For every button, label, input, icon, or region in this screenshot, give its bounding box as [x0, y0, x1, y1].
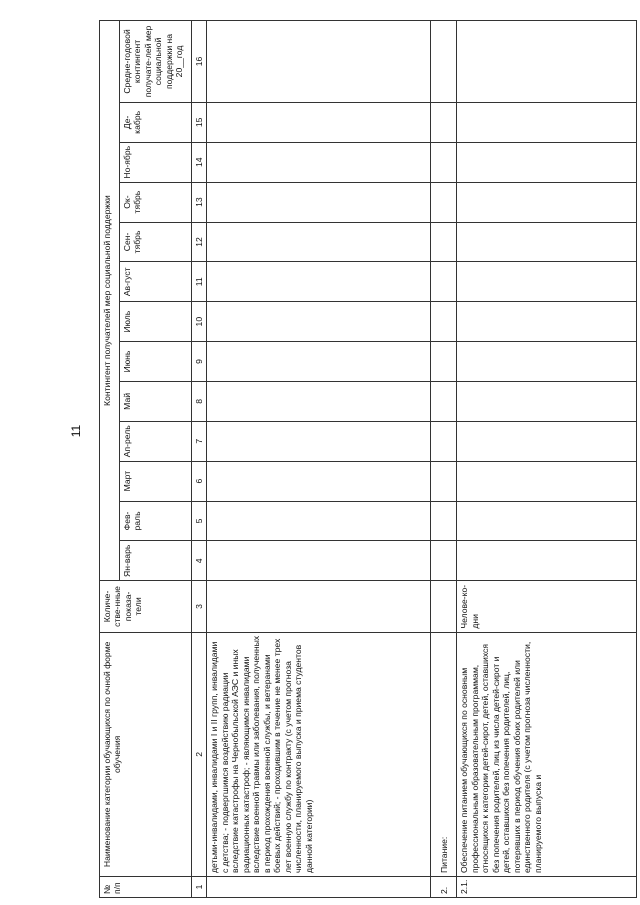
row-num: 2. [431, 877, 457, 898]
header-month-sep: Сен-тябрь [120, 222, 192, 262]
column-number: 7 [192, 421, 207, 461]
row-unit [431, 581, 457, 632]
column-number: 9 [192, 342, 207, 382]
column-number: 12 [192, 222, 207, 262]
header-average: Средне-годовой контингент получате-лей мер социальной поддержки на 20__год [120, 21, 192, 103]
table-row [207, 21, 431, 898]
header-month-mar: Март [120, 461, 192, 501]
header-month-jun: Июнь [120, 342, 192, 382]
header-month-jan: Ян-варь [120, 541, 192, 581]
table-row [457, 21, 637, 898]
header-month-dec: Де-кабрь [120, 102, 192, 142]
header-month-aug: Ав-густ [120, 262, 192, 302]
column-number: 16 [192, 21, 207, 103]
row-category-text: Обеспечение питанием обучающихся по основным профессиональным образовательным программам, относящихся к категории детей-сирот, детей, оставшихся без попечения родителей, лиц из числа детей-сирот и детей, оставшихся без попечения родителей, лиц, потерявших в период обучения обоих родителей или единственного родителя (с учетом прогноза численности, планируемого выпуска и [457, 632, 637, 876]
header-contingent: Контингент получателей мер социальной поддержки [100, 21, 120, 581]
column-number: 1 [192, 877, 207, 898]
row-num: 2.1. [457, 877, 637, 898]
header-month-apr: Ап-рель [120, 421, 192, 461]
column-number: 6 [192, 461, 207, 501]
column-number: 3 [192, 581, 207, 632]
header-num: № п/п [100, 877, 192, 898]
header-category: Наименование категории обучающихся по очной форме обучения [100, 632, 192, 876]
row-category-text: детьми-инвалидами, инвалидами I и II групп, инвалидами с детства; - подвергшимся воздействию радиации вследствие катастрофы на Чернобыльской АЭС и иных радиационных катастроф; - являющимся инвалидами вследствие военной травмы или заболевания, полученных в период прохождения военной службы, и ветеранами боевых действий; - проходившим в течение не менее трех лет военную службу по контракту (с учетом прогноза численности, планируемого выпуска и приема студентов данной категории) [207, 632, 431, 876]
column-number: 2 [192, 632, 207, 876]
rotated-table-page [99, 20, 637, 898]
header-month-may: Май [120, 381, 192, 421]
column-number: 13 [192, 182, 207, 222]
row-num [207, 877, 431, 898]
column-number: 4 [192, 541, 207, 581]
row-unit: Челове-ко-дни [457, 581, 637, 632]
column-number: 5 [192, 501, 207, 541]
column-number: 14 [192, 142, 207, 182]
column-number: 15 [192, 102, 207, 142]
header-month-feb: Фев-раль [120, 501, 192, 541]
header-month-nov: Но-ябрь [120, 142, 192, 182]
column-number: 10 [192, 302, 207, 342]
column-number: 8 [192, 381, 207, 421]
social-support-table [99, 20, 637, 898]
table-row [431, 21, 457, 898]
header-quantity: Количе-стве-нные показа-тели [100, 581, 192, 632]
row-unit [207, 581, 431, 632]
header-month-jul: Июль [120, 302, 192, 342]
row-category-text: Питание: [431, 632, 457, 876]
header-month-oct: Ок-тябрь [120, 182, 192, 222]
page-number: 11 [69, 424, 83, 438]
column-number: 11 [192, 262, 207, 302]
